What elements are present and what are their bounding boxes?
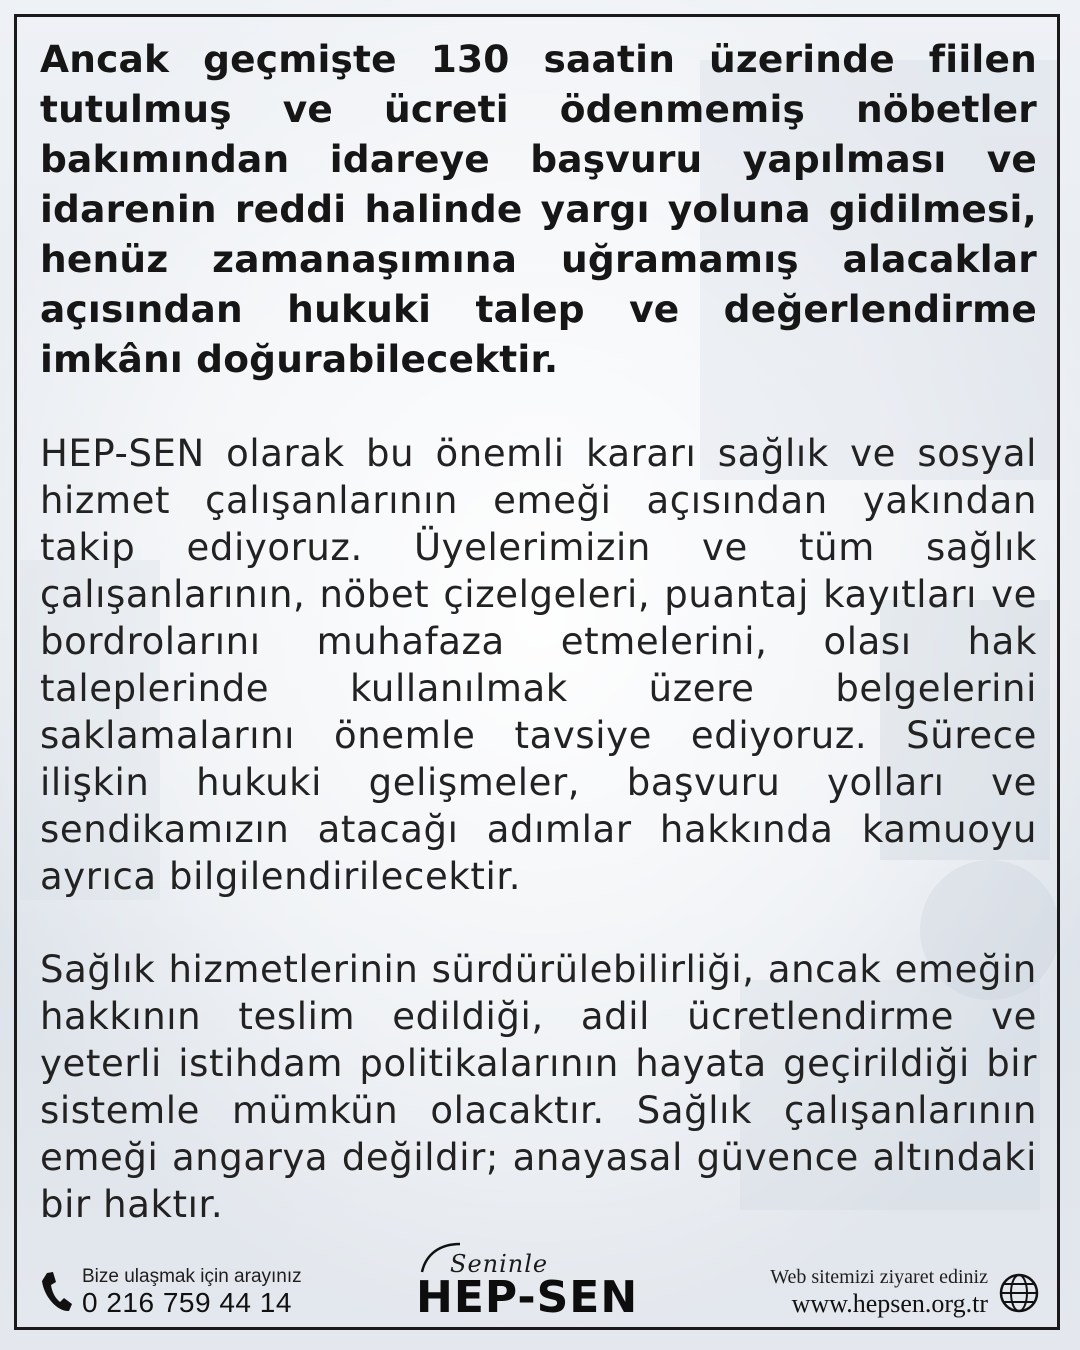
web-contact[interactable] xyxy=(770,1266,1040,1319)
paragraph-3: Sağlık hizmetlerinin sürdürülebilirliği, ancak emeğin hakkının teslim edildiği, adil ücretlendirme ve yeterli istihdam politikalarının hayata geçirildiği bir sistemle mümkün olacaktır. Sağlık çalışanlarının emeği angarya değildir; anayasal güvence altındaki bir haktır. xyxy=(40,948,1037,1226)
globe-icon xyxy=(998,1272,1040,1314)
paragraph-2: HEP-SEN olarak bu önemli kararı sağlık ve sosyal hizmet çalışanlarının emeği açısından yakından takip ediyoruz. Üyelerimizin ve tüm sağlık çalışanlarının, nöbet çizelgeleri, puantaj kayıtları ve bordrolarını muhafaza etmelerini, olası hak taleplerinde kullanılmak üzere belgelerini saklamalarını önemle tavsiye ediyoruz. Sürece ilişkin hukuki gelişmeler, başvuru yolları ve sendikamızın atacağı adımlar hakkında kamuoyu ayrıca bilgilendirilecektir. xyxy=(40,432,1037,898)
brand-name: HEP-SEN xyxy=(416,1272,639,1323)
phone-icon xyxy=(38,1269,74,1315)
web-label: Web sitemizi ziyaret ediniz xyxy=(770,1266,988,1288)
contact-label: Bize ulaşmak için arayınız xyxy=(82,1266,302,1287)
hep-sen-logo xyxy=(412,1236,672,1326)
website-link[interactable]: www.hepsen.org.tr xyxy=(791,1289,988,1318)
phone-number[interactable]: 0 216 759 44 14 xyxy=(82,1287,292,1318)
phone-contact[interactable] xyxy=(38,1266,302,1318)
paragraph-1: Ancak geçmişte 130 saatin üzerinde fiilen tutulmuş ve ücreti ödenmemiş nöbetler bakımından idareye başvuru yapılması ve idarenin reddi halinde yargı yoluna gidilmesi, henüz zamanaşımına uğramamış alacaklar açısından hukuki talep ve değerlendirme imkânı doğurabilecektir. xyxy=(40,37,1037,381)
brand-script: Seninle xyxy=(450,1250,549,1278)
main-content xyxy=(40,34,1037,1228)
footer xyxy=(0,1236,1080,1326)
